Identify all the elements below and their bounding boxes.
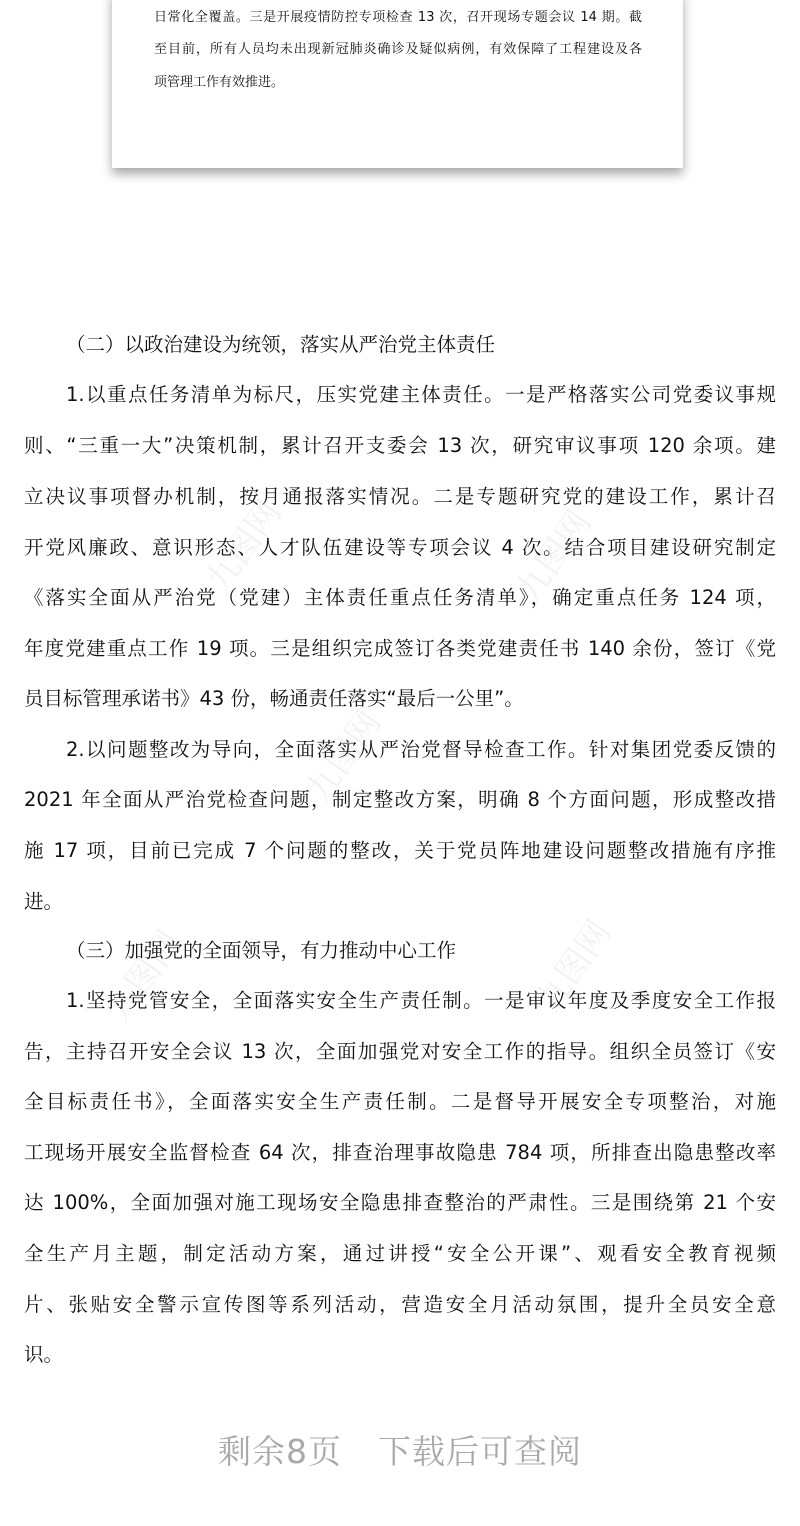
preview-line: 项管理工作有效推进。: [154, 75, 285, 90]
watermark: 九图网: [98, 923, 190, 1030]
paragraph-line: 片、张贴安全警示宣传图等系列活动，营造安全月活动氛围，提升全员安全意: [24, 1293, 776, 1316]
preview-line: 至目前，所有人员均未出现新冠肺炎确诊及疑似病例，有效保障了工程建设及各: [154, 42, 642, 57]
document-preview-page: [112, 0, 683, 168]
section-heading: （三）加强党的全面领导，有力推动中心工作: [66, 939, 457, 962]
paragraph-line: 1.坚持党管安全，全面落实安全生产责任制。一是审议年度及季度安全工作报: [66, 989, 776, 1012]
paragraph-line: 开党风廉政、意识形态、人才队伍建设等专项会议 4 次。结合项目建设研究制定: [24, 536, 776, 559]
paragraph-line: 全生产月主题，制定活动方案，通过讲授“安全公开课”、观看安全教育视频: [24, 1242, 776, 1265]
paragraph-line: 全目标责任书》，全面落实安全生产责任制。二是督导开展安全专项整治，对施: [24, 1090, 776, 1113]
watermark: 九图网: [508, 503, 600, 610]
section-heading: （二）以政治建设为统领，落实从严治党主体责任: [66, 333, 496, 356]
preview-line: 日常化全覆盖。三是开展疫情防控专项检查 13 次，召开现场专题会议 14 期。截: [154, 10, 642, 25]
paragraph-line: 告，主持召开安全会议 13 次，全面加强党对安全工作的指导。组织全员签订《安: [24, 1040, 776, 1063]
watermark: 九图网: [298, 703, 390, 810]
download-to-view-link[interactable]: 下载后可查阅: [378, 1432, 582, 1471]
paragraph-line: 则、“三重一大”决策机制，累计召开支委会 13 次，研究审议事项 120 余项。建: [24, 434, 776, 457]
paragraph-line: 立决议事项督办机制，按月通报落实情况。二是专题研究党的建设工作，累计召: [24, 485, 776, 508]
paragraph-line: 《落实全面从严治党（党建）主体责任重点任务清单》，确定重点任务 124 项，: [24, 586, 776, 609]
paragraph-line: 2.以问题整改为导向，全面落实从严治党督导检查工作。针对集团党委反馈的: [66, 738, 776, 761]
paragraph-line: 达 100%，全面加强对施工现场安全隐患排查整治的严肃性。三是围绕第 21 个安: [24, 1191, 776, 1214]
watermark: 九图网: [198, 493, 290, 600]
remaining-pages-label: 剩余8页: [218, 1432, 342, 1471]
paragraph-line: 员目标管理承诺书》43 份，畅通责任落实“最后一公里”。: [24, 687, 524, 710]
paragraph-line: 工现场开展安全监督检查 64 次，排查治理事故隐患 784 项，所排查出隐患整改率: [24, 1141, 776, 1164]
download-prompt[interactable]: [0, 1426, 800, 1473]
paragraph-line: 识。: [24, 1343, 64, 1366]
paragraph-line: 1.以重点任务清单为标尺，压实党建主体责任。一是严格落实公司党委议事规: [66, 383, 776, 406]
paragraph-line: 进。: [24, 890, 64, 913]
watermark: 九图网: [528, 913, 620, 1020]
paragraph-line: 年度党建重点工作 19 项。三是组织完成签订各类党建责任书 140 余份，签订《党: [24, 637, 776, 660]
paragraph-line: 施 17 项，目前已完成 7 个问题的整改，关于党员阵地建设问题整改措施有序推: [24, 839, 776, 862]
paragraph-line: 2021 年全面从严治党检查问题，制定整改方案，明确 8 个方面问题，形成整改措: [24, 788, 776, 811]
